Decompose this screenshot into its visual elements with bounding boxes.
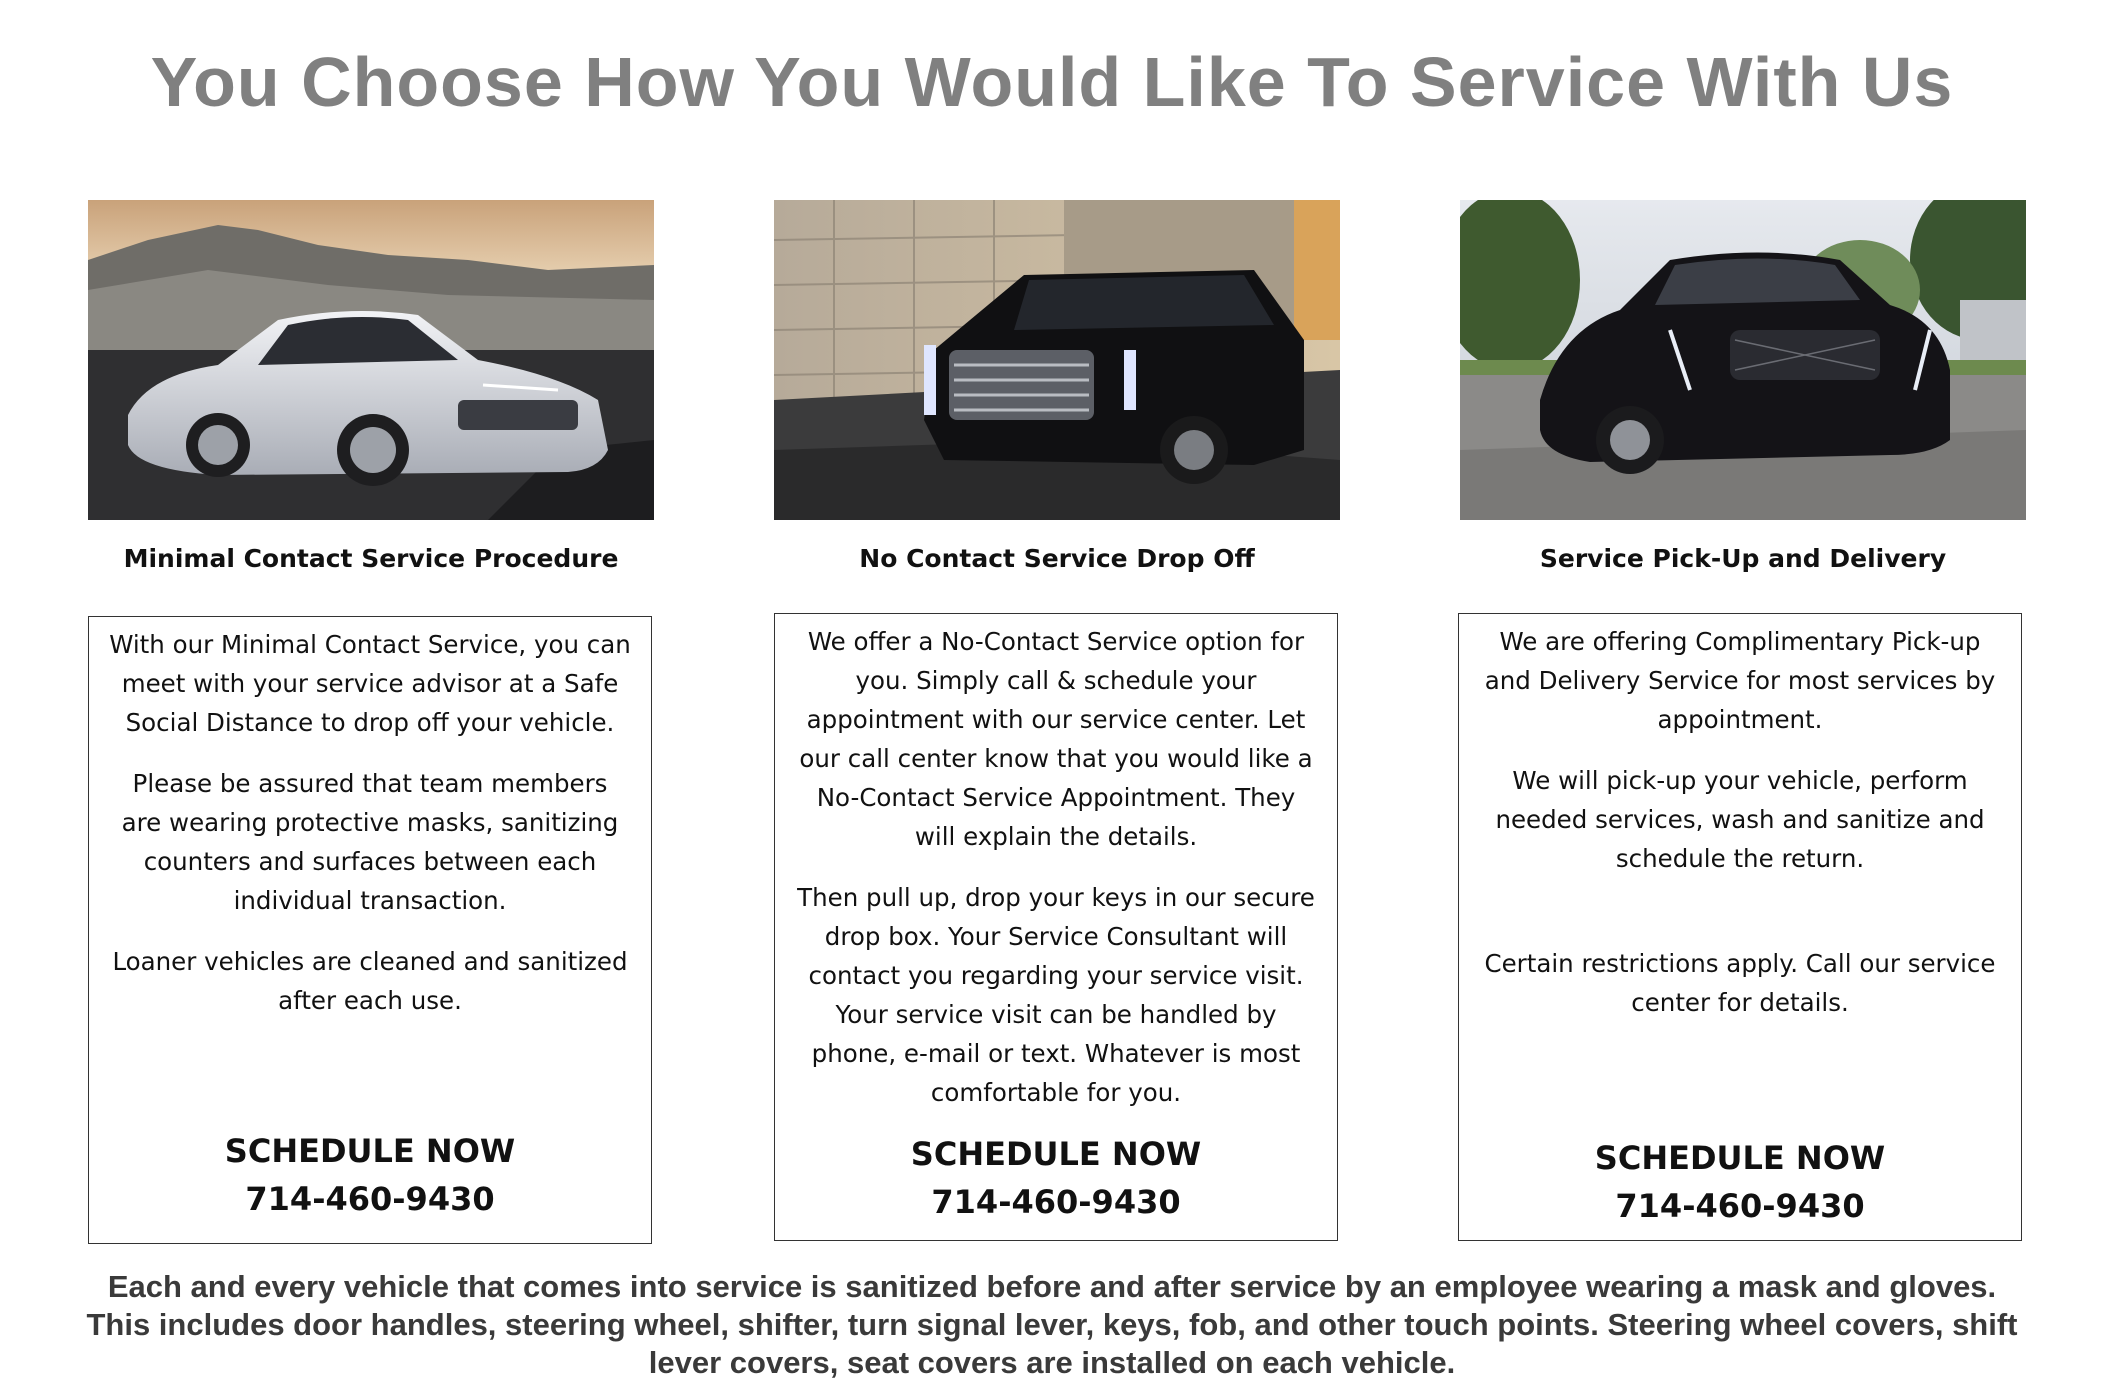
card-caption: No Contact Service Drop Off [859, 544, 1255, 573]
card-paragraph: We are offering Complimentary Pick-up and Delivery Service for most services by appointment. [1484, 627, 1996, 734]
schedule-now-link[interactable]: SCHEDULE NOW [224, 1132, 516, 1170]
card-paragraph: With our Minimal Contact Service, you can meet with your service advisor at a Safe Social Distance to drop off your vehicle. [109, 630, 631, 737]
black-suv-photo [774, 200, 1340, 520]
card-body-text [1479, 622, 2001, 1044]
schedule-now-link[interactable]: SCHEDULE NOW [1594, 1139, 1886, 1177]
card-paragraph: We will pick-up your vehicle, perform needed services, wash and sanitize and schedule the return. [1495, 766, 1985, 873]
dark-sedan-photo [1460, 200, 2026, 520]
schedule-now-link[interactable]: SCHEDULE NOW [910, 1135, 1202, 1173]
schedule-cta[interactable] [1459, 1134, 2021, 1230]
card-body-box [88, 616, 652, 1244]
schedule-cta[interactable] [775, 1130, 1337, 1226]
card-paragraph: Then pull up, drop your keys in our secure drop box. Your Service Consultant will contact you regarding your service visit. Your service visit can be handled by phone, e-mail or text. Whatever is most comfortable for you. [797, 883, 1315, 1107]
page-title: You Choose How You Would Like To Service With Us [150, 43, 1954, 121]
phone-number-link[interactable]: 714-460-9430 [245, 1180, 495, 1218]
card-body-box [774, 613, 1338, 1241]
card-paragraph: Loaner vehicles are cleaned and sanitized after each use. [112, 947, 628, 1015]
card-paragraph: We offer a No-Contact Service option for you. Simply call & schedule your appointment with our service center. Let our call center know that you would like a No-Contact Service Appointment. They will explain the details. [799, 627, 1313, 851]
silver-sedan-photo [88, 200, 654, 520]
card-paragraph: Certain restrictions apply. Call our service center for details. [1484, 949, 1996, 1017]
card-caption: Service Pick-Up and Delivery [1539, 544, 1947, 573]
phone-number-link[interactable]: 714-460-9430 [1615, 1187, 1865, 1225]
card-body-box [1458, 613, 2022, 1241]
card-body-text [795, 622, 1317, 1134]
sanitization-notice: Each and every vehicle that comes into service is sanitized before and after service by an employee wearing a mask and gloves. This includes door handles, steering wheel, shifter, turn signal lever, keys, fob, and other touch points. Steering wheel covers, shift lever covers, seat covers are installed on each vehicle. [86, 1269, 2018, 1380]
card-caption: Minimal Contact Service Procedure [123, 544, 619, 573]
card-paragraph: Please be assured that team members are wearing protective masks, sanitizing counters and surfaces between each individual transaction. [121, 769, 619, 915]
card-body-text [109, 625, 631, 1042]
phone-number-link[interactable]: 714-460-9430 [931, 1183, 1181, 1221]
schedule-cta[interactable] [89, 1127, 651, 1223]
